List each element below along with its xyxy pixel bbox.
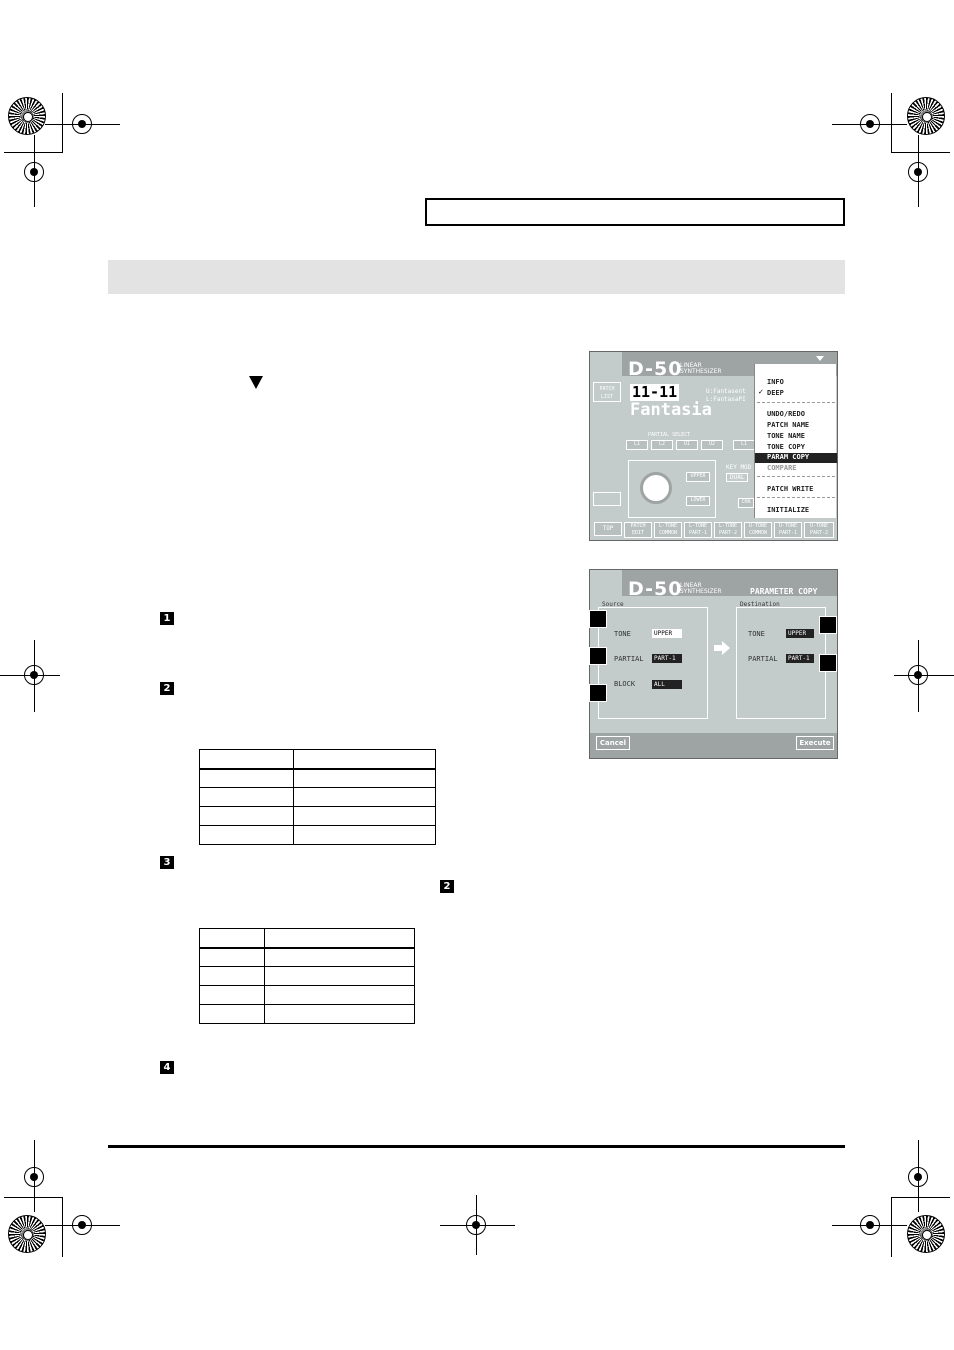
- source-panel: [598, 607, 708, 719]
- partial-button-l1[interactable]: L1: [626, 440, 648, 450]
- source-block-label: BLOCK: [614, 680, 636, 688]
- parameter-table-2: [199, 928, 415, 1024]
- source-block-field[interactable]: ALL: [652, 680, 682, 689]
- crop-line: [892, 152, 950, 153]
- callout-source-partial: [589, 647, 607, 665]
- dest-partial-field[interactable]: PART-1: [786, 654, 814, 663]
- execute-button[interactable]: Execute: [796, 736, 834, 750]
- lower-button[interactable]: LOWER: [686, 496, 710, 506]
- menu-item-info[interactable]: INFO: [767, 378, 784, 386]
- header-box: [425, 198, 845, 226]
- synth-logo-sub: LINEAR SYNTHESIZER: [680, 362, 722, 375]
- crop-line: [832, 124, 907, 125]
- menu-item-patch-name[interactable]: PATCH NAME: [767, 421, 810, 429]
- tab-patch-edit[interactable]: PATCH EDIT: [624, 522, 652, 538]
- crop-line: [0, 675, 60, 676]
- tab-top[interactable]: TOP: [594, 522, 622, 536]
- footer-rule: [108, 1145, 845, 1148]
- crop-line: [34, 640, 35, 712]
- crop-line: [45, 124, 120, 125]
- upper-tone-name: U:Fantasent: [706, 388, 746, 395]
- menu-item-tone-name[interactable]: TONE NAME: [767, 432, 805, 440]
- upper-button[interactable]: UPPER: [686, 472, 710, 482]
- joystick-icon[interactable]: [640, 472, 672, 504]
- crop-line: [62, 93, 63, 153]
- patch-name: Fantasia: [630, 400, 712, 420]
- lower-tone-name: L:FantasaPI: [706, 396, 746, 403]
- dest-tone-field[interactable]: UPPER: [786, 629, 814, 638]
- tab-l-tone-part1[interactable]: L-TONE PART-1: [684, 522, 712, 538]
- step-number-2: 2: [160, 682, 174, 695]
- source-label: Source: [602, 601, 624, 608]
- crop-line: [832, 1225, 907, 1226]
- crop-line: [34, 135, 35, 207]
- dest-partial-label: PARTIAL: [748, 655, 778, 663]
- tab-l-tone-part2[interactable]: L-TONE PART-2: [714, 522, 742, 538]
- partial-button-u2[interactable]: U2: [701, 440, 723, 450]
- crop-line: [34, 1140, 35, 1212]
- crop-line: [918, 135, 919, 207]
- crop-line: [4, 152, 62, 153]
- step-number-4: 4: [160, 1061, 174, 1074]
- tab-l-tone-common[interactable]: L-TONE COMMON: [654, 522, 682, 538]
- source-partial-field[interactable]: PART-1: [652, 654, 682, 663]
- crop-line: [894, 675, 954, 676]
- source-partial-label: PARTIAL: [614, 655, 644, 663]
- synth-logo: D-50: [628, 358, 683, 380]
- synth-logo-sub: LINEAR SYNTHESIZER: [680, 582, 722, 595]
- menu-item-param-copy[interactable]: PARAM COPY: [755, 453, 837, 463]
- menu-item-compare[interactable]: COMPARE: [767, 464, 797, 472]
- partial-select-label: PARTIAL SELECT: [648, 432, 691, 438]
- crop-line: [440, 1225, 515, 1226]
- down-triangle-icon: [249, 376, 263, 389]
- menu-item-undo-redo[interactable]: UNDO/REDO: [767, 410, 805, 418]
- tab-u-tone-part2[interactable]: U-TONE PART-2: [804, 522, 834, 538]
- step-number-3: 3: [160, 856, 174, 869]
- step-reference-2: 2: [440, 880, 454, 893]
- lcd-screen-parameter-copy: [589, 569, 838, 759]
- chase-button[interactable]: CHA: [738, 498, 754, 508]
- utility-menu: [754, 364, 836, 518]
- partial-button-u1[interactable]: U1: [676, 440, 698, 450]
- screen-title: PARAMETER COPY: [750, 587, 818, 596]
- section-band: [108, 260, 845, 294]
- menu-check-icon: ✓: [758, 388, 764, 396]
- callout-source-block: [589, 684, 607, 702]
- callout-dest-partial: [819, 654, 837, 672]
- key-mode-value[interactable]: DUAL: [726, 473, 748, 482]
- menu-item-tone-copy[interactable]: TONE COPY: [767, 443, 805, 451]
- parameter-table-1: [199, 749, 436, 845]
- menu-item-deep[interactable]: DEEP: [767, 389, 784, 397]
- view-icon[interactable]: [593, 492, 621, 506]
- callout-dest-tone: [819, 616, 837, 634]
- patch-list-button[interactable]: PATCH LIST: [593, 382, 621, 402]
- crop-line: [45, 1225, 120, 1226]
- tab-u-tone-common[interactable]: U-TONE COMMON: [744, 522, 772, 538]
- patch-number: 11-11: [632, 383, 678, 401]
- crop-line: [62, 1197, 63, 1257]
- crop-line: [918, 640, 919, 712]
- menu-toggle-icon[interactable]: [816, 356, 824, 361]
- crop-line: [891, 93, 892, 153]
- destination-label: Destination: [740, 601, 780, 608]
- partial-button-l2[interactable]: L2: [651, 440, 673, 450]
- destination-panel: [736, 607, 826, 719]
- registration-mark-bottom-right: [907, 1215, 945, 1253]
- partial-button-l1-extra[interactable]: L1: [733, 440, 755, 450]
- tab-u-tone-part1[interactable]: U-TONE PART-1: [774, 522, 802, 538]
- crop-line: [4, 1197, 62, 1198]
- cancel-button[interactable]: Cancel: [596, 736, 630, 750]
- key-mode-label: KEY MOD: [726, 464, 752, 471]
- registration-mark-top-right: [907, 97, 945, 135]
- source-tone-field[interactable]: UPPER: [652, 629, 682, 638]
- dest-tone-label: TONE: [748, 630, 765, 638]
- callout-source-tone: [589, 610, 607, 628]
- crop-line: [918, 1140, 919, 1212]
- step-number-1: 1: [160, 612, 174, 625]
- synth-logo: D-50: [628, 578, 683, 600]
- crop-line: [892, 1197, 950, 1198]
- crop-line: [891, 1197, 892, 1257]
- menu-item-patch-write[interactable]: PATCH WRITE: [767, 485, 814, 493]
- arrow-right-icon: [714, 640, 730, 654]
- menu-item-initialize[interactable]: INITIALIZE: [767, 506, 810, 514]
- registration-mark-top-left: [8, 97, 46, 135]
- registration-mark-bottom-left: [8, 1215, 46, 1253]
- source-tone-label: TONE: [614, 630, 631, 638]
